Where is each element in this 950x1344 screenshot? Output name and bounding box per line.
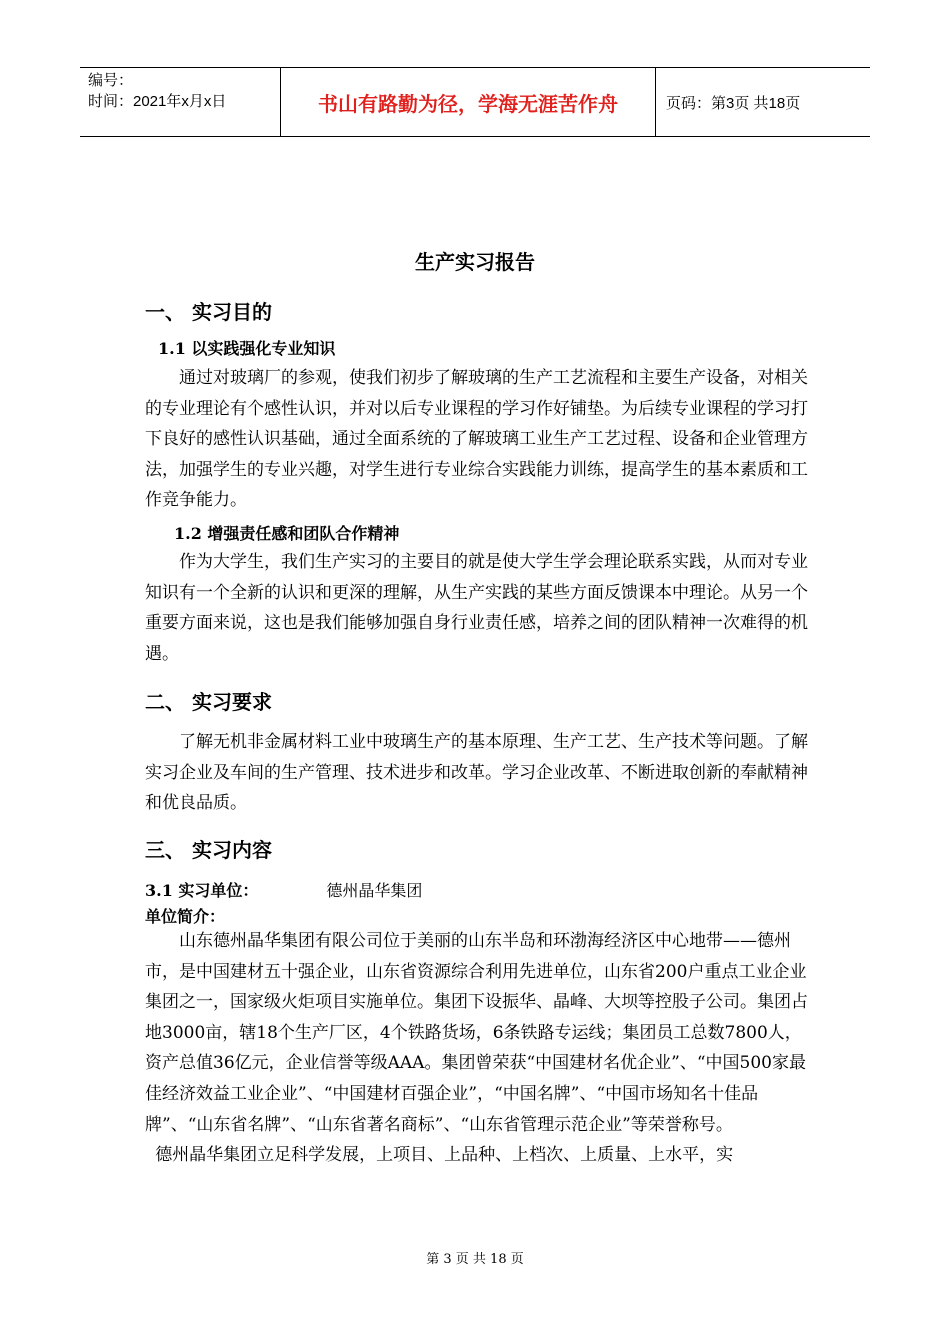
section1-sub1-text: 通过对玻璃厂的参观，使我们初步了解玻璃的生产工艺流程和主要生产设备，对相关的专业理论有个感性认识，并对以后专业课程的学习作好铺垫。为后续专业课程的学习打下良好的感性认识基础，通过全面系统的了解玻璃工业生产工艺过程、设备和企业管理方法，加强学生的专业兴趣，对学生进行专业综合实践能力训练，提高学生的基本素质和工作竞争能力。 <box>145 368 808 511</box>
intro-label: 单位简介： <box>145 907 226 926</box>
section1-sub2-text: 作为大学生，我们生产实习的主要目的就是使大学生学会理论联系实践，从而对专业知识有一个全新的认识和更深的理解，从生产实践的某些方面反馈课本中理论。从另一个重要方面来说，这也是我们能够加强自身行业责任感，培养之间的团队精神一次难得的机遇。 <box>145 552 808 664</box>
section1-sub1-paragraph <box>145 363 815 516</box>
unit-row <box>145 878 422 901</box>
date-label: 时间：2021年x月x日 <box>88 93 227 110</box>
unit-label: 3.1 实习单位： <box>145 881 259 900</box>
section2-text: 了解无机非金属材料工业中玻璃生产的基本原理、生产工艺、生产技术等问题。了解实习企业及车间的生产管理、技术进步和改革。学习企业改革、不断进取创新的奉献精神和优良品质。 <box>145 732 808 814</box>
page-footer: 第 3 页 共 18 页 <box>426 1252 524 1267</box>
section2-heading: 二、 实习要求 <box>145 690 272 714</box>
header-meta <box>80 68 281 136</box>
number-label: 编号： <box>88 72 134 89</box>
page-header <box>80 67 870 137</box>
section1-sub2-paragraph <box>145 547 815 669</box>
header-page-info: 页码：第3页 共18页 <box>666 94 801 112</box>
header-motto: 书山有路勤为径，学海无涯苦作舟 <box>281 68 656 136</box>
intro-text-2: 德州晶华集团立足科学发展，上项目、上品种、上档次、上质量、上水平，实 <box>155 1145 734 1166</box>
document-title: 生产实习报告 <box>415 250 535 274</box>
unit-value: 德州晶华集团 <box>326 881 423 900</box>
section3-heading: 三、 实习内容 <box>145 838 272 862</box>
section1-sub2-heading: 1.2 增强责任感和团队合作精神 <box>174 524 400 543</box>
section1-sub1-heading: 1.1 以实践强化专业知识 <box>158 339 336 358</box>
intro-text: 山东德州晶华集团有限公司位于美丽的山东半岛和环渤海经济区中心地带——德州市，是中国建材五十强企业，山东省资源综合利用先进单位，山东省200户重点工业企业集团之一，国家级火炬项目实施单位。集团下设振华、晶峰、大坝等控股子公司。集团占地3000亩，辖18个生产厂区，4个铁路货场，6条铁路专运线；集团员工总数7800人，资产总值36亿元，企业信誉等级AAA。集团曾荣获“中国建材名优企业”、“中国500家最佳经济效益工业企业”、“中国建材百强企业”，“中国名牌”、“中国市场知名十佳品牌”、“山东省名牌”、“山东省著名商标”、“山东省管理示范企业”等荣誉称号。 <box>145 931 808 1135</box>
intro-paragraph <box>145 926 815 1171</box>
section2-paragraph <box>145 727 815 819</box>
section1-heading: 一、 实习目的 <box>145 300 272 324</box>
